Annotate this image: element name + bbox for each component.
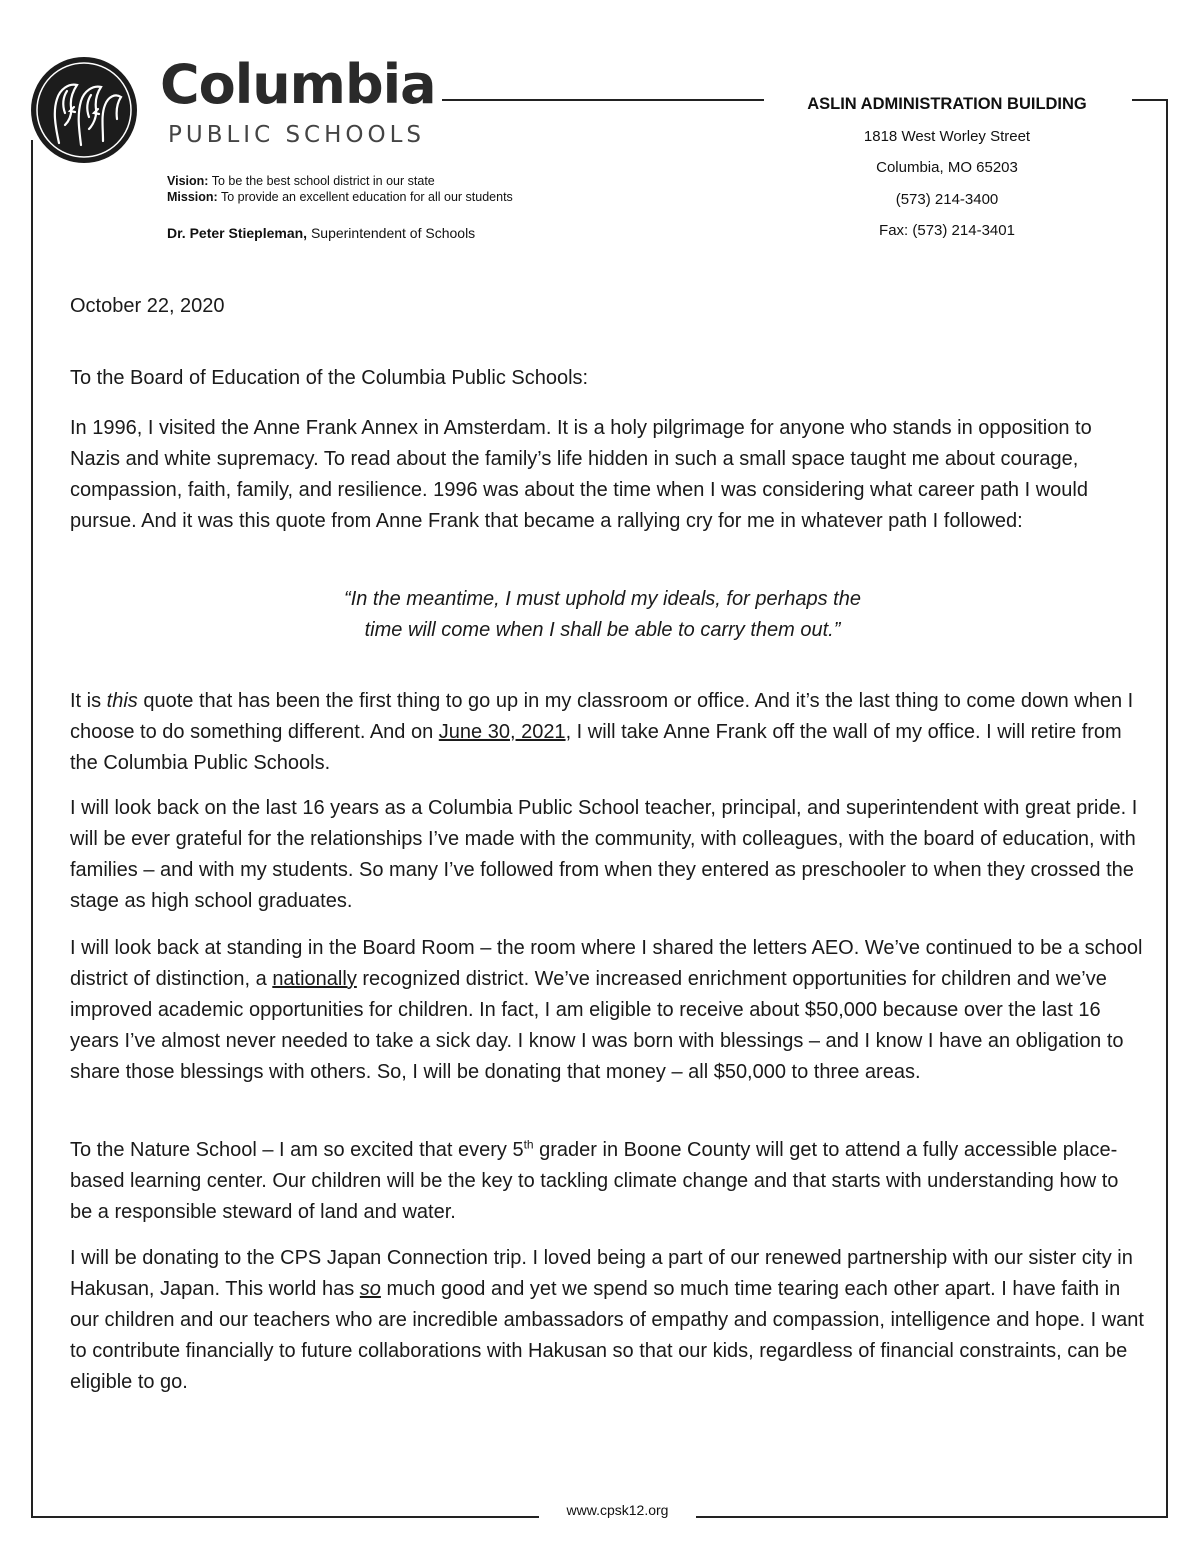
- letter-date: October 22, 2020: [70, 295, 225, 317]
- p2-text-a: It is: [70, 690, 107, 712]
- fax-number: Fax: (573) 214-3401: [879, 222, 1015, 239]
- p4-underlined: nationally: [272, 968, 357, 990]
- phone-number: (573) 214-3400: [895, 191, 999, 208]
- p4-text-a: I will look back at standing in the Board Room – the room where I shared the letters AEO. We’ve continued to be a school district of distinction, a: [70, 937, 1143, 990]
- p2-emphasis: this: [106, 690, 138, 712]
- paragraph-retirement: [70, 686, 1145, 779]
- p6-text-b: much good and yet we spend so much time tearing each other apart. I have faith in our children and our teachers who are incredible ambassadors of empathy and compassion, intelligence and hope. I want to contribute financially to future collaborations with Hakusan so that our kids, regardless of financial constraints, can be eligible to go.: [70, 1278, 1144, 1393]
- superintendent-line: [167, 225, 475, 241]
- p2-text-b: quote that has been the first thing to go up in my classroom or office. And it’s the last thing to come down when I choose to do something different. And on: [70, 690, 1134, 743]
- p5-superscript: th: [523, 1137, 534, 1152]
- paragraph-reflection: I will look back on the last 16 years as a Columbia Public School teacher, principal, and superintendent with great pride. I will be ever grateful for the relationships I’ve made with the community, with colleagues, with the board of education, with families – and with my students. So many I’ve followed from when they entered as preschooler to when they crossed the stage as high school graduates.: [70, 797, 1138, 912]
- footer-divider-left: [31, 1516, 539, 1518]
- vision-label: Vision:: [167, 174, 209, 188]
- superintendent-title: Superintendent of Schools: [310, 225, 476, 241]
- mission-statement: [167, 191, 513, 204]
- street-address: 1818 West Worley Street: [863, 128, 1031, 145]
- page-border-right: [1166, 99, 1168, 1517]
- p5-text-b: grader in Boone County will get to attend a fully accessible place-based learning center. Our children will be the key to tackling climate change and that starts with understanding how to be a responsible steward of land and water.: [70, 1139, 1119, 1223]
- district-subtitle: PUBLIC SCHOOLS: [168, 122, 426, 148]
- paragraph-donation: [70, 933, 1145, 1088]
- vision-text: To be the best school district in our state: [211, 174, 435, 188]
- p6-emphasis: so: [359, 1278, 381, 1300]
- paragraph-nature-school: [70, 1135, 1145, 1228]
- footer-divider-right: [696, 1516, 1168, 1518]
- letter-salutation: To the Board of Education of the Columbia Public Schools:: [70, 367, 589, 389]
- p2-text-c: , I will take Anne Frank off the wall of my office. I will retire from the Columbia Public Schools.: [70, 721, 1122, 774]
- p6-text-a: I will be donating to the CPS Japan Connection trip. I loved being a part of our renewed partnership with our sister city in Hakusan, Japan. This world has: [70, 1247, 1133, 1300]
- vision-statement: [167, 175, 435, 188]
- footer-website: www.cpsk12.org: [566, 1502, 669, 1518]
- superintendent-name: Dr. Peter Stiepleman,: [167, 225, 308, 241]
- city-state-zip: Columbia, MO 65203: [876, 159, 1018, 176]
- district-name: Columbia: [160, 53, 436, 116]
- quote-line-1: “In the meantime, I must uphold my ideals, for perhaps the: [344, 588, 861, 610]
- retirement-date: June 30, 2021: [438, 721, 566, 743]
- page-border-left: [31, 140, 33, 1517]
- p4-text-b: recognized district. We’ve increased enrichment opportunities for children and we’ve improved academic opportunities for children. In fact, I am eligible to receive about $50,000 because over the last 16 years I’ve almost never needed to take a sick day. I know I was born with blessings – and I know I have an obligation to share those blessings with others. So, I will be donating that money – all $50,000 to three areas.: [70, 968, 1124, 1083]
- building-name: ASLIN ADMINISTRATION BUILDING: [807, 95, 1087, 113]
- paragraph-anne-frank-visit: In 1996, I visited the Anne Frank Annex in Amsterdam. It is a holy pilgrimage for anyone who stands in opposition to Nazis and white supremacy. To read about the family’s life hidden in such a small space taught me about courage, compassion, faith, family, and resilience. 1996 was about the time when I was considering what career path I would pursue. And it was this quote from Anne Frank that became a rallying cry for me in whatever path I followed:: [70, 417, 1092, 532]
- mission-label: Mission:: [167, 190, 218, 204]
- quote-line-2: time will come when I shall be able to carry them out.”: [364, 619, 841, 641]
- paragraph-japan-connection: [70, 1243, 1145, 1398]
- mission-text: To provide an excellent education for all our students: [220, 190, 513, 204]
- p5-text-a: To the Nature School – I am so excited that every 5: [70, 1139, 524, 1161]
- district-logo-icon: [29, 55, 139, 165]
- header-divider-left: [442, 99, 764, 101]
- anne-frank-quote: [160, 584, 1045, 646]
- header-divider-right: [1132, 99, 1168, 101]
